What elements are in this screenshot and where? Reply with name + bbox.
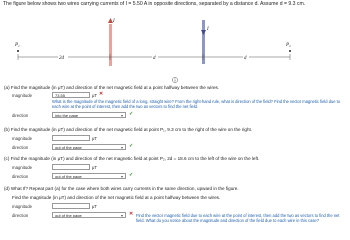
part-a-feedback: What is the magnitude of the magnetic field of a long, straight wire? From the right-hand rule, what is direction of the field? Find the vector magnetic field due to each wire at the point of interest, then add the two as vectors to find the net field. bbox=[52, 99, 341, 110]
part-a-question: (a) Find the magnitude (in μT) and direction of the net magnetic field at a point halfway between the wires. bbox=[4, 85, 220, 90]
check-icon: ✓ bbox=[129, 143, 134, 149]
right-current-arrow bbox=[201, 30, 206, 35]
part-d-direction-select[interactable] bbox=[52, 212, 126, 218]
part-b-direction-select[interactable] bbox=[52, 144, 126, 150]
wire-figure bbox=[0, 14, 350, 74]
dim-label-2d: 2d bbox=[59, 56, 64, 61]
part-d-direction-label: direction bbox=[12, 213, 29, 218]
part-d-subquestion: Find the magnitude (in μT) and direction of the net magnetic field at a point halfway between the wires. bbox=[12, 195, 221, 200]
point-p1 bbox=[17, 50, 19, 52]
problem-statement: The figure below shows two wires carrying currents of I = 5.50 A in opposite directions, separated by a distance d. Assume d = 9.3 cm. bbox=[3, 1, 306, 7]
x-icon: ✕ bbox=[99, 91, 104, 97]
part-c-direction-value: out of the page bbox=[55, 174, 82, 179]
part-a-unit: μT bbox=[92, 93, 97, 98]
part-d-feedback: Find the vector magnetic field due to each wire at the point of interest, then add the two as vectors to find the net field. What do you notice about the magnitude and direction of the field due to each wire in this case? bbox=[136, 213, 340, 224]
left-wire bbox=[109, 24, 112, 66]
point-p2-label: $P_2$ bbox=[286, 43, 291, 48]
part-c-magnitude-input[interactable] bbox=[52, 164, 90, 170]
part-a-direction-label: direction bbox=[12, 113, 29, 118]
part-c-unit: μT bbox=[92, 165, 97, 170]
part-a-direction-select[interactable] bbox=[52, 112, 126, 118]
point-p2 bbox=[289, 50, 291, 52]
part-d-magnitude-input[interactable] bbox=[52, 203, 90, 209]
left-current-label: I bbox=[113, 19, 115, 24]
part-b-direction-value: out of the page bbox=[55, 145, 82, 150]
info-icon[interactable] bbox=[172, 77, 178, 83]
part-d-magnitude-label: magnitude bbox=[12, 204, 33, 209]
part-a-magnitude-input[interactable]: 73.55 bbox=[52, 92, 90, 98]
check-icon: ✓ bbox=[129, 111, 134, 117]
part-a-magnitude-label: magnitude bbox=[12, 93, 33, 98]
part-d-unit: μT bbox=[92, 204, 97, 209]
part-c-direction-select[interactable] bbox=[52, 173, 126, 179]
part-c-question: (c) Find the magnitude (in μT) and direction of the net magnetic field at point P₂, 2d = 18.6 cm to the left of the wire on the left. bbox=[4, 156, 260, 161]
part-b-unit: μT bbox=[92, 136, 97, 141]
part-a-direction-value: into the page bbox=[55, 113, 79, 118]
dim-label-d2: d bbox=[244, 56, 247, 61]
part-b-question: (b) Find the magnitude (in μT) and direction of the net magnetic field at point P₁, 9.3 cm to the right of the wire on the right. bbox=[4, 127, 253, 132]
part-b-magnitude-input[interactable] bbox=[52, 135, 90, 141]
right-wire bbox=[202, 20, 205, 64]
part-b-magnitude-label: magnitude bbox=[12, 136, 33, 141]
check-icon: ✓ bbox=[129, 172, 134, 178]
part-d-question: (d) What If? Repeat part (a) for the case where both wires carry currents in the same direction, upward in the figure. bbox=[4, 186, 239, 191]
part-c-direction-label: direction bbox=[12, 174, 29, 179]
part-d-direction-value: out of the page bbox=[55, 213, 82, 218]
x-icon: ✕ bbox=[129, 211, 134, 217]
dim-label-d1: d bbox=[153, 56, 156, 61]
point-p1-label: $P_1$ bbox=[15, 43, 20, 48]
part-b-direction-label: direction bbox=[12, 145, 29, 150]
right-current-label: I bbox=[207, 27, 209, 32]
part-c-magnitude-label: magnitude bbox=[12, 165, 33, 170]
